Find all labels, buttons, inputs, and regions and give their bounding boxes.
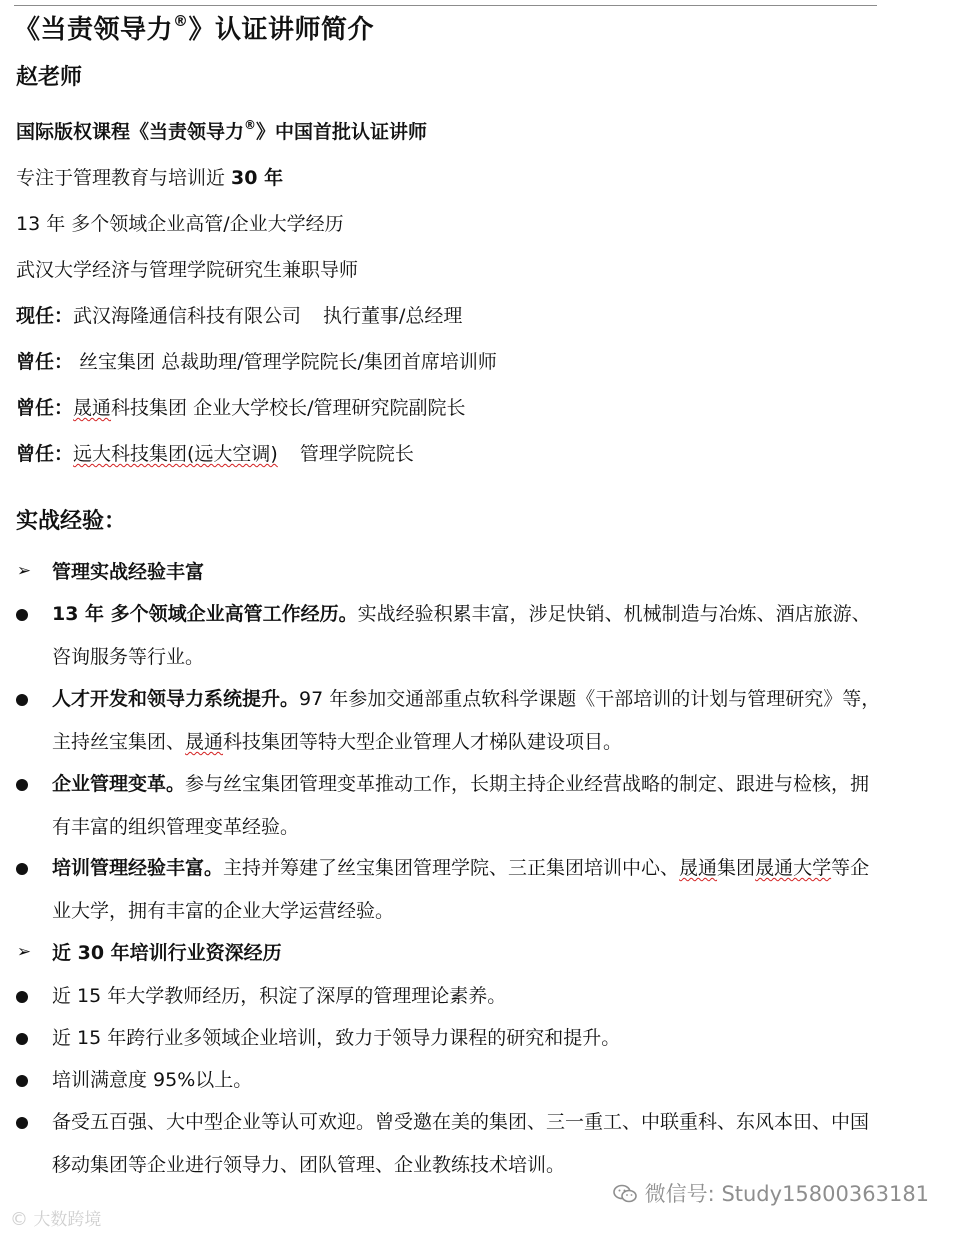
intro-experience-years: 专注于管理教育与培训近 30 年 xyxy=(16,167,284,189)
role-former-1: 曾任： 丝宝集团 总裁助理/管理学院院长/集团首席培训师 xyxy=(16,351,497,373)
wechat-icon xyxy=(612,1184,638,1204)
watermark-right: 微信号: Study15800363181 xyxy=(612,1178,929,1208)
bullet-icon xyxy=(16,991,28,1003)
top-rule xyxy=(14,5,877,6)
watermark-logo-icon: © xyxy=(10,1209,28,1230)
bullet-icon xyxy=(16,1033,28,1045)
arrow-bullet-icon: ➢ xyxy=(16,561,32,581)
watermark-left: © 大数跨境 xyxy=(10,1209,102,1230)
role-former-2: 曾任：晟通科技集团 企业大学校长/管理研究院副院长 xyxy=(16,397,466,419)
intro-advisor: 武汉大学经济与管理学院研究生兼职导师 xyxy=(16,259,359,281)
bullet-icon xyxy=(16,779,28,791)
page-title: 《当责领导力®》认证讲师简介 xyxy=(14,12,375,45)
bullet-icon xyxy=(16,694,28,706)
role-current: 现任：武汉海隆通信科技有限公司 执行董事/总经理 xyxy=(16,305,463,327)
intro-certification: 国际版权课程《当责领导力®》中国首批认证讲师 xyxy=(16,118,428,143)
bullet-icon xyxy=(16,1117,28,1129)
intro-executive-years: 13 年 多个领域企业高管/企业大学经历 xyxy=(16,213,344,235)
bullet-icon xyxy=(16,863,28,875)
bullet-icon xyxy=(16,1075,28,1087)
instructor-name: 赵老师 xyxy=(16,65,83,90)
section-title: 实战经验： xyxy=(16,509,127,534)
role-former-3: 曾任：远大科技集团(远大空调) 管理学院院长 xyxy=(16,443,414,465)
arrow-bullet-icon: ➢ xyxy=(16,942,32,962)
bullet-icon xyxy=(16,609,28,621)
